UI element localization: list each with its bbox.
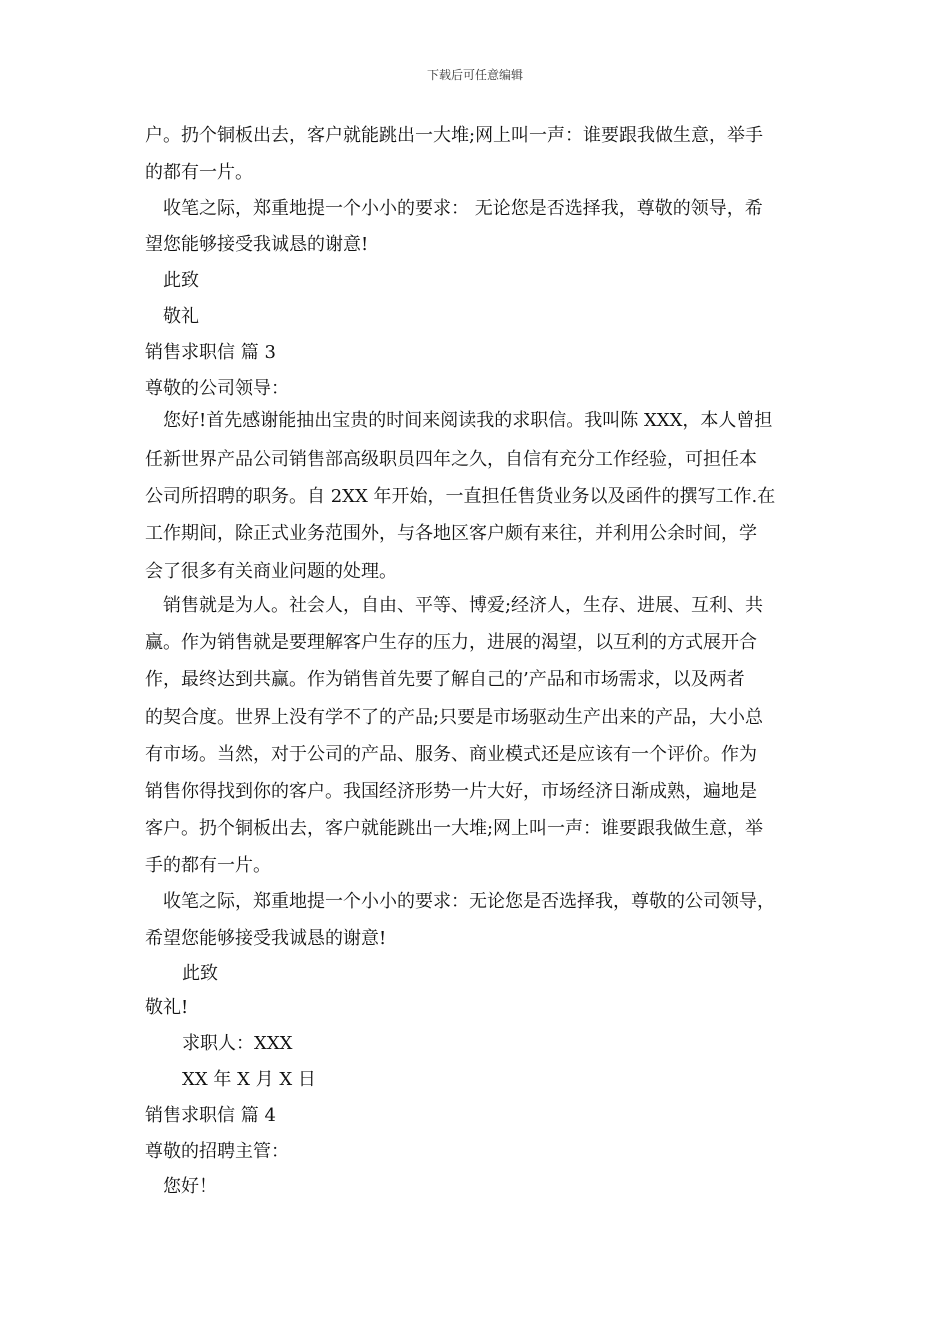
paragraph-line: 赢。作为销售就是要理解客户生存的压力，进展的渴望，以互利的方式展开合 (145, 632, 757, 653)
paragraph-line: 收笔之际，郑重地提一个小小的要求： 无论您是否选择我，尊敬的领导，希 (163, 198, 763, 219)
paragraph-line: 公司所招聘的职务。自 2XX 年开始，一直担任售货业务以及函件的撰写工作.在 (145, 486, 776, 507)
section-title: 销售求职信 篇 3 (145, 342, 276, 363)
paragraph-line: 工作期间，除正式业务范围外，与各地区客户颇有来往，并利用公余时间，学 (145, 523, 757, 544)
closing-line: 此致 (182, 963, 218, 984)
paragraph-line: 有市场。当然，对于公司的产品、服务、商业模式还是应该有一个评价。作为 (145, 744, 757, 765)
date-line: XX 年 X 月 X 日 (182, 1069, 316, 1090)
paragraph-line: 的都有一片。 (145, 162, 253, 183)
paragraph-line: 户。扔个铜板出去，客户就能跳出一大堆;网上叫一声：谁要跟我做生意，举手 (145, 125, 764, 146)
paragraph-line: 客户。扔个铜板出去，客户就能跳出一大堆;网上叫一声：谁要跟我做生意，举 (145, 818, 764, 839)
section-title: 销售求职信 篇 4 (145, 1105, 276, 1126)
paragraph-line: 手的都有一片。 (145, 855, 271, 876)
closing-line: 敬礼! (145, 997, 189, 1018)
paragraph-line: 销售你得找到你的客户。我国经济形势一片大好，市场经济日渐成熟，遍地是 (145, 781, 757, 802)
salutation: 尊敬的招聘主管： (145, 1141, 289, 1162)
paragraph-line: 收笔之际，郑重地提一个小小的要求：无论您是否选择我，尊敬的公司领导， (163, 891, 775, 912)
paragraph-line: 望您能够接受我诚恳的谢意! (145, 234, 369, 255)
page-header: 下载后可任意编辑 (426, 68, 523, 82)
paragraph-line: 的契合度。世界上没有学不了的产品;只要是市场驱动生产出来的产品，大小总 (145, 707, 764, 728)
paragraph-line: 销售就是为人。社会人，自由、平等、博爱;经济人，生存、进展、互利、共 (163, 595, 764, 616)
paragraph-line: 会了很多有关商业问题的处理。 (145, 561, 397, 582)
paragraph-line: 希望您能够接受我诚恳的谢意! (145, 928, 387, 949)
paragraph-line: 您好!首先感谢能抽出宝贵的时间来阅读我的求职信。我叫陈 XXX，本人曾担 (163, 410, 773, 431)
greeting-line: 您好！ (163, 1176, 217, 1197)
paragraph-line: 任新世界产品公司销售部高级职员四年之久，自信有充分工作经验，可担任本 (145, 449, 757, 470)
closing-line: 敬礼 (163, 306, 199, 327)
salutation: 尊敬的公司领导： (145, 378, 289, 399)
paragraph-line: 作，最终达到共赢。作为销售首先要了解自己的’产品和市场需求，以及两者 (145, 669, 745, 690)
closing-line: 此致 (163, 270, 199, 291)
signature-line: 求职人：XXX (182, 1033, 293, 1054)
